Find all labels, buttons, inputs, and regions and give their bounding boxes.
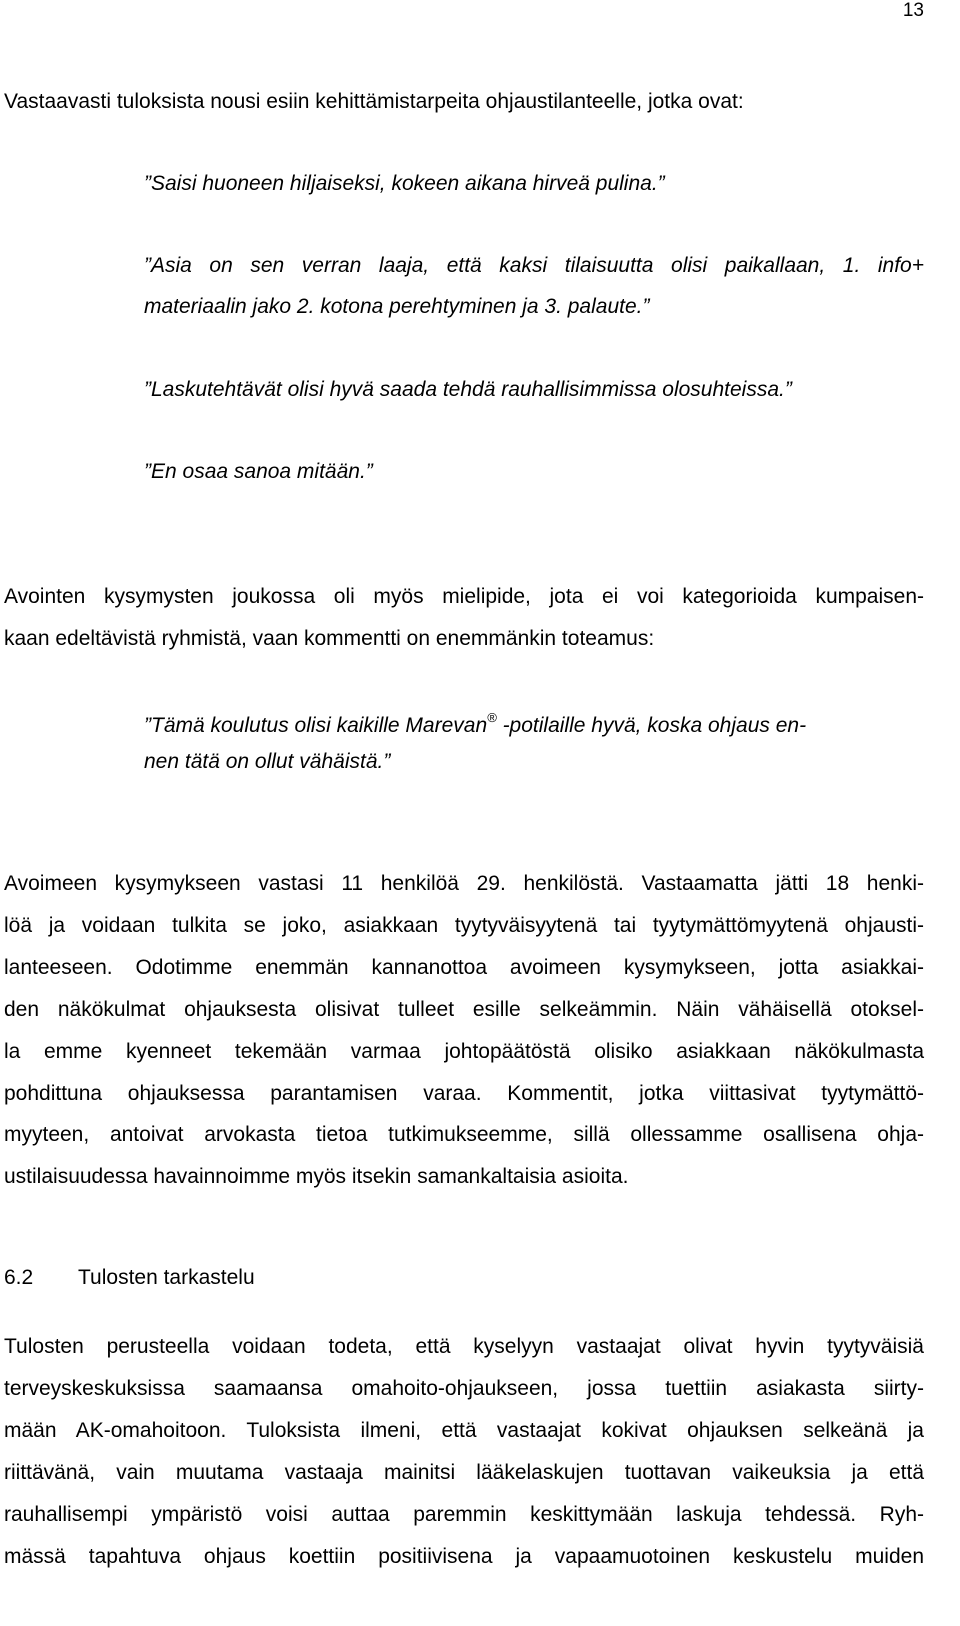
paragraph-line: Tulosten perusteella voidaan todeta, että kyselyyn vastaajat olivat hyvin tyytyväisiä	[4, 1335, 924, 1358]
paragraph-line: ustilaisuudessa havainnoimme myös itsekin samankaltaisia asioita.	[4, 1165, 629, 1188]
quote-line: ”En osaa sanoa mitään.”	[144, 460, 373, 483]
quote-line: materiaalin jako 2. kotona perehtyminen ja 3. palaute.”	[144, 295, 650, 318]
intro-text: Vastaavasti tuloksista nousi esiin kehittämistarpeita ohjaustilanteelle, jotka ovat:	[4, 90, 744, 113]
section-number: 6.2	[4, 1266, 34, 1289]
quote-line	[144, 707, 924, 739]
paragraph-line: lanteeseen. Odotimme enemmän kannanottoa avoimeen kysymykseen, jotta asiakkai-	[4, 956, 924, 979]
paragraph-line: Avoimeen kysymykseen vastasi 11 henkilöä 29. henkilöstä. Vastaamatta jätti 18 henki-	[4, 872, 924, 895]
quote-line: ”Laskutehtävät olisi hyvä saada tehdä rauhallisimmissa olosuhteissa.”	[144, 378, 792, 401]
quote-text: -potilaille hyvä, koska ohjaus en-	[496, 714, 807, 737]
paragraph-line: pohdittuna ohjauksessa parantamisen varaa. Kommentit, jotka viittasivat tyytymättö-	[4, 1082, 924, 1105]
paragraph-line: löä ja voidaan tulkita se joko, asiakkaan tyytyväisyytenä tai tyytymättömyytenä ohjausti-	[4, 914, 924, 937]
quote-text: ”Tämä koulutus olisi kaikille Marevan	[144, 714, 488, 737]
registered-mark: ®	[487, 710, 497, 725]
quote-line: ”Asia on sen verran laaja, että kaksi tilaisuutta olisi paikallaan, 1. info+	[144, 254, 924, 277]
quote-line: ”Saisi huoneen hiljaiseksi, kokeen aikana hirveä pulina.”	[144, 172, 665, 195]
paragraph-line: mässä tapahtuva ohjaus koettiin positiivisena ja vapaamuotoinen keskustelu muiden	[4, 1545, 924, 1568]
paragraph-line: la emme kyenneet tekemään varmaa johtopäätöstä olisiko asiakkaan näkökulmasta	[4, 1040, 924, 1063]
paragraph-line: mään AK-omahoitoon. Tuloksista ilmeni, että vastaajat kokivat ohjauksen selkeänä ja	[4, 1419, 924, 1442]
paragraph-line: terveyskeskuksissa saamaansa omahoito-ohjaukseen, jossa tuettiin asiakasta siirty-	[4, 1377, 924, 1400]
paragraph-line: Avointen kysymysten joukossa oli myös mielipide, jota ei voi kategorioida kumpaisen-	[4, 585, 924, 608]
quote-line: nen tätä on ollut vähäistä.”	[144, 750, 391, 773]
section-heading: Tulosten tarkastelu	[78, 1266, 255, 1289]
page-number: 13	[902, 0, 924, 21]
paragraph-line: den näkökulmat ohjauksesta olisivat tulleet esille selkeämmin. Näin vähäisellä otoksel-	[4, 998, 924, 1021]
paragraph-line: kaan edeltävistä ryhmistä, vaan kommentti on enemmänkin toteamus:	[4, 627, 655, 650]
paragraph-line: rauhallisempi ympäristö voisi auttaa paremmin keskittymään laskuja tehdessä. Ryh-	[4, 1503, 924, 1526]
paragraph-line: riittävänä, vain muutama vastaaja mainitsi lääkelaskujen tuottavan vaikeuksia ja että	[4, 1461, 924, 1484]
paragraph-line: myyteen, antoivat arvokasta tietoa tutkimukseemme, sillä ollessamme osallisena ohja-	[4, 1123, 924, 1146]
